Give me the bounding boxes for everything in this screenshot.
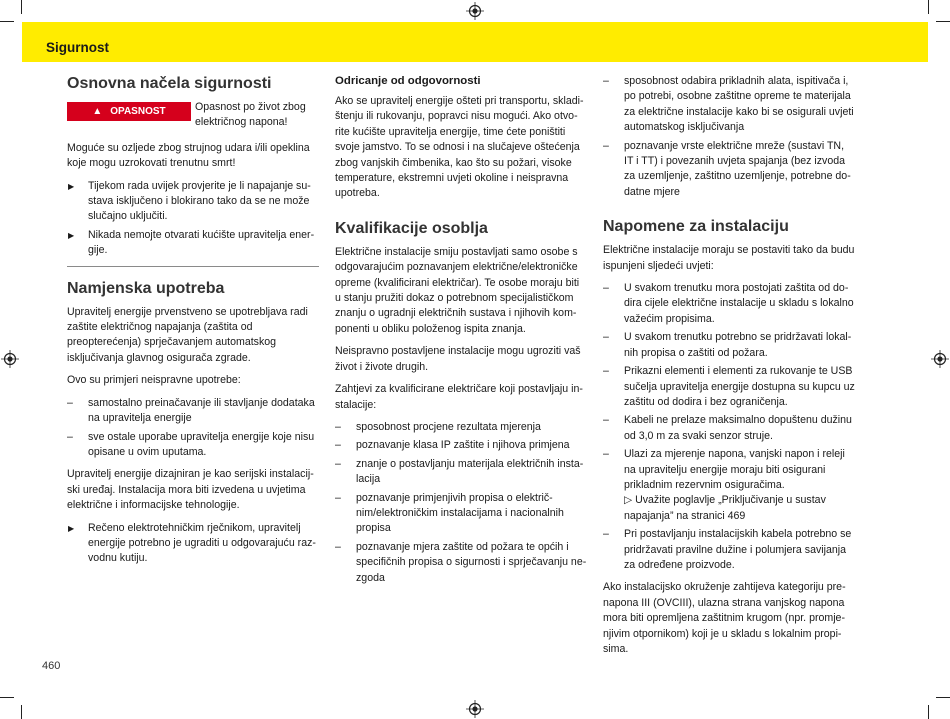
- paragraph: Moguće su ozljede zbog strujnog udara i/ili opeklina koje mogu uzrokovati trenutnu smrt!: [67, 141, 310, 170]
- crop-mark: [928, 0, 929, 14]
- dash-marker: –: [603, 365, 609, 378]
- registration-mark-icon: [931, 350, 949, 368]
- dash-marker: –: [335, 457, 341, 470]
- dash-marker: –: [67, 396, 73, 409]
- paragraph: Upravitelj energije dizajniran je kao serijski instalacijski uređaj. Instalacija mora biti izvedena u uvjetima električne i informacijske tehnologije.: [67, 468, 314, 512]
- paragraph: Električne instalacije smiju postavljati samo osobe s odgovarajućim poznavanjem električne/elektroničke opreme (kvalificirani električar). Te osobe moraju biti u stanju pružiti dokaz o potrebnom specijalističkom znanju o ugradnji električnih sustava i njihovih komponenti u obliku položenog ispita znanja.: [335, 245, 580, 335]
- list-item: – sposobnost procjene rezultata mjerenja: [335, 420, 587, 435]
- crop-mark: [0, 21, 14, 22]
- bullet-triangle-icon: ▶: [68, 523, 75, 533]
- dash-marker: –: [603, 448, 609, 461]
- section-title: Sigurnost: [46, 40, 109, 55]
- dash-list: [67, 396, 319, 461]
- registration-mark-icon: [466, 700, 484, 718]
- crop-mark: [21, 705, 22, 719]
- paragraph: Neispravno postavljene instalacije mogu ugroziti vaš život i živote drugih.: [335, 345, 581, 373]
- heading-basic-safety: Osnovna načela sigurnosti: [67, 75, 272, 92]
- list-item: – poznavanje primjenjivih propisa o električnim/elektroničkim instalacijama i nacionalnih propisa: [335, 491, 564, 535]
- list-item: – sposobnost odabira prikladnih alata, ispitivača i, po potrebi, osobne zaštitne opreme te materijala za električne instalacije kako bi se osigurali uvjeti automatskog isključivanja: [603, 75, 854, 134]
- list-item: – poznavanje vrste električne mreže (sustavi TN, IT i TT) i povezanih uvjeta spajanja (bez izvoda za uzemljenje, zaštitno uzemljenje, potrebne dodatne mjere: [603, 139, 851, 198]
- dash-marker: –: [335, 439, 341, 452]
- bullet-list: [67, 179, 319, 259]
- list-item: – U svakom trenutku mora postojati zaštita od dodira cijele električne instalacije u skladu s lokalno važećim propisima.: [603, 282, 854, 325]
- dash-list: [335, 420, 587, 586]
- crop-mark: [936, 21, 950, 22]
- list-item: – poznavanje mjera zaštite od požara te općih i specifičnih propisa o sigurnosti i sprječavanju nezgoda: [335, 540, 587, 584]
- dash-marker: –: [603, 139, 609, 152]
- dash-marker: –: [603, 75, 609, 87]
- column-3: [603, 74, 855, 664]
- list-item: – U svakom trenutku potrebno se pridržavati lokalnih propisa o zaštiti od požara.: [603, 331, 852, 359]
- registration-mark-icon: [1, 350, 19, 368]
- registration-mark-icon: [466, 2, 484, 20]
- paragraph: Ovo su primjeri neispravne upotrebe:: [67, 374, 241, 387]
- list-item: – Ulazi za mjerenje napona, vanjski napon i releji na upravitelju energije moraju biti osigurani prikladnim rezervnim osiguračima. ▷ Uvažite poglavlje „Priključivanje u sustav napajanja” na stranici 469: [603, 447, 855, 524]
- list-item: – samostalno preinačavanje ili stavljanje dodataka na upravitelja energije: [67, 396, 315, 425]
- dash-marker: –: [335, 540, 341, 553]
- list-item: ▶ Tijekom rada uvijek provjerite je li napajanje sustava isključeno i blokirano tako da se ne može slučajno uključiti.: [68, 179, 311, 223]
- paragraph: Ako instalacijsko okruženje zahtijeva kategoriju prenapona III (OVCIII), ulazna strana vanjskog napona mora biti opremljena zaštitnim krugom (npr. promjenjivim otpornikom) koji je u skladu s lokalnim propisima.: [603, 581, 846, 655]
- dash-marker: –: [67, 430, 73, 443]
- list-item: – sve ostale uporabe upravitelja energije koje nisu opisane u ovim uputama.: [67, 430, 315, 458]
- bullet-list: [67, 521, 319, 567]
- danger-text: Opasnost po život zbog električnog napona!: [195, 101, 306, 129]
- column-1: [67, 74, 319, 574]
- paragraph: Zahtjevi za kvalificirane električare koji postavljaju instalacije:: [335, 383, 583, 411]
- crop-mark: [0, 697, 14, 698]
- divider: [67, 266, 319, 267]
- list-item: – znanje o postavljanju materijala električnih instalacija: [335, 457, 584, 486]
- dash-list: [603, 74, 855, 200]
- list-item: – Kabeli ne prelaze maksimalno dopuštenu dužinu od 3,0 m za svaki senzor struje.: [603, 414, 852, 442]
- list-item: – poznavanje klasa IP zaštite i njihova primjena: [335, 438, 587, 453]
- danger-badge: [67, 102, 191, 121]
- warning-triangle-icon: ▲: [92, 105, 103, 117]
- crop-mark: [928, 705, 929, 719]
- bullet-triangle-icon: ▶: [68, 181, 75, 191]
- dash-marker: –: [603, 528, 609, 541]
- paragraph: Ako se upravitelj energije ošteti pri transportu, skladištenju ili rukovanju, popravci nisu mogući. Ako otvorite kućište upravitelja energije, time ćete poništiti svoje jamstvo. To se odnosi i na slučajeve oštećenja zbog vanjskih čimbenika, kao što su požari, visoke temperature, ekstremni uvjeti okoline i neispravna upotreba.: [335, 95, 584, 200]
- dash-marker: –: [335, 491, 341, 504]
- list-item: – Pri postavljanju instalacijskih kabela potrebno se pridržavati pravilne dužine i polumjera savijanja za određene proizvode.: [603, 528, 852, 571]
- dash-marker: –: [335, 420, 341, 433]
- page-number: 460: [42, 660, 61, 672]
- list-item: ▶ Rečeno elektrotehničkim rječnikom, upravitelj energije potrebno je ugraditi u odgovarajuću razvodnu kutiju.: [68, 521, 316, 565]
- crop-mark: [936, 697, 950, 698]
- heading-intended-use: Namjenska upotreba: [67, 279, 225, 297]
- dash-marker: –: [603, 282, 609, 295]
- bullet-triangle-icon: ▶: [68, 230, 75, 240]
- heading-installation-notes: Napomene za instalaciju: [603, 218, 789, 236]
- crop-mark: [21, 0, 22, 14]
- header-band: [22, 22, 928, 62]
- column-2: [335, 74, 587, 593]
- paragraph: Upravitelj energije prvenstveno se upotrebljava radi zaštite električnog napajanja (zaštita od preopterećenja) sprječavanjem automatskog isključivanja glavnog osigurača zgrade.: [67, 305, 308, 364]
- list-item: ▶ Nikada nemojte otvarati kućište upravitelja energije.: [68, 228, 315, 257]
- chapter-reference: ▷ Uvažite poglavlje „Priključivanje u sustav napajanja” na stranici 469: [624, 494, 826, 522]
- dash-list: [603, 281, 855, 573]
- danger-warning: [67, 100, 319, 131]
- dash-marker: –: [603, 414, 609, 427]
- heading-staff-qualifications: Kvalifikacije osoblja: [335, 219, 488, 237]
- danger-badge-label: OPASNOST: [110, 105, 166, 117]
- dash-marker: –: [603, 331, 609, 344]
- list-item: – Prikazni elementi i elementi za rukovanje te USB sučelja upravitelja energije dostupna su kupcu uz zaštitu od dodira i bez ograničenja.: [603, 365, 855, 408]
- paragraph: Električne instalacije moraju se postaviti tako da budu ispunjeni sljedeći uvjeti:: [603, 244, 855, 272]
- heading-disclaimer: Odricanje od odgovornosti: [335, 75, 481, 87]
